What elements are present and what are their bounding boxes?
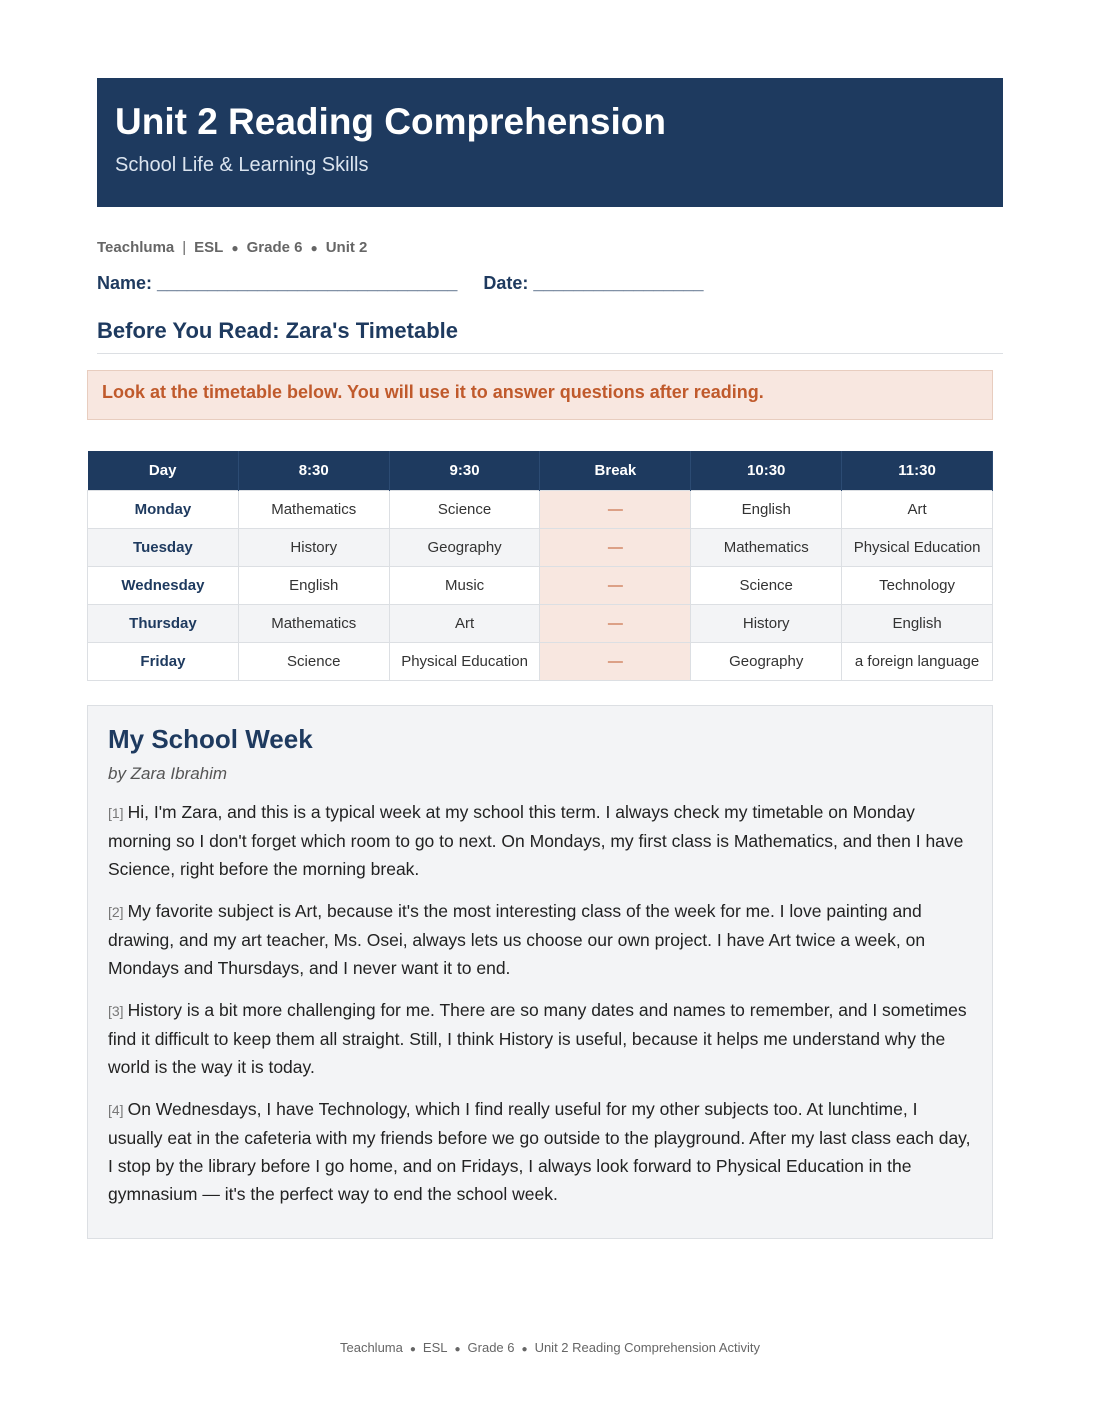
subject-cell: History [238,529,389,567]
paragraph-text: History is a bit more challenging for me. There are so many dates and names to remember, and I sometimes find it difficult to keep them all straight. Still, I think History is useful, because it helps me understand why the world is the way it is today. [108,1000,967,1077]
col-header-day: Day [88,451,239,491]
col-header-930: 9:30 [389,451,540,491]
subject-cell: Mathematics [691,529,842,567]
date-field[interactable]: Date: _________________ [483,273,704,293]
break-cell: — [540,529,691,567]
subject-cell: Technology [842,567,993,605]
paragraph-number: [3] [108,1003,124,1019]
subject-cell: a foreign language [842,643,993,681]
subject-cell: History [691,605,842,643]
break-cell: — [540,643,691,681]
table-row [88,643,993,681]
name-field[interactable]: Name: ______________________________ [97,273,458,293]
paragraph [108,996,972,1081]
page-subtitle: School Life & Learning Skills [115,154,369,176]
col-header-1030: 10:30 [691,451,842,491]
col-header-1130: 11:30 [842,451,993,491]
footer-publisher: Teachluma [339,1340,403,1355]
subject-cell: Science [389,491,540,529]
subject-cell: Geography [691,643,842,681]
subject-cell: Art [389,605,540,643]
bullet-icon: ● [409,1344,416,1355]
bullet-icon: ● [454,1344,461,1355]
subject-cell: Mathematics [238,491,389,529]
meta-grade: Grade 6 [246,239,303,256]
subject-cell: Art [842,491,993,529]
subject-cell: Science [691,567,842,605]
paragraph [108,897,972,982]
subject-cell: Geography [389,529,540,567]
page-footer [0,1340,1100,1355]
paragraph [108,1095,972,1208]
paragraph-text: On Wednesdays, I have Technology, which I find really useful for my other subjects too. At lunchtime, I usually eat in the cafeteria with my friends before we go outside to the playground. After my last class each day, I stop by the library before I go home, and on Fridays, I always look forward to Physical Education in the gymnasium — it's the perfect way to end the school week. [108,1099,971,1204]
table-row [88,491,993,529]
footer-grade: Grade 6 [467,1340,515,1355]
student-fields [97,273,704,294]
paragraph-number: [1] [108,805,124,821]
section-heading: Before You Read: Zara's Timetable [97,318,1003,354]
title-banner [97,78,1003,207]
bullet-icon: ● [310,241,318,255]
page-title: Unit 2 Reading Comprehension [115,101,666,142]
meta-separator: | [182,239,187,256]
meta-unit: Unit 2 [325,239,368,256]
break-cell: — [540,605,691,643]
col-header-break: Break [540,451,691,491]
paragraph-number: [2] [108,904,124,920]
subject-cell: Mathematics [238,605,389,643]
paragraph [108,798,972,883]
footer-subject: ESL [422,1340,448,1355]
timetable-header-row [88,451,993,491]
day-cell: Tuesday [88,529,239,567]
footer-activity: Unit 2 Reading Comprehension Activity [534,1340,761,1355]
subject-cell: English [691,491,842,529]
day-cell: Wednesday [88,567,239,605]
reading-passage [87,705,993,1239]
table-row [88,529,993,567]
passage-title: My School Week [108,724,313,754]
meta-subject: ESL [194,239,224,256]
subject-cell: English [238,567,389,605]
bullet-icon: ● [521,1344,528,1355]
instruction-note: Look at the timetable below. You will use it to answer questions after reading. [87,370,993,420]
day-cell: Friday [88,643,239,681]
paragraph-text: Hi, I'm Zara, and this is a typical week at my school this term. I always check my timetable on Monday morning so I don't forget which room to go to next. On Mondays, my first class is Mathematics, and then I have Science, right before the morning break. [108,802,964,879]
paragraph-text: My favorite subject is Art, because it's the most interesting class of the week for me. I love painting and drawing, and my art teacher, Ms. Osei, always lets us choose our own project. I have Art twice a week, on Mondays and Thursdays, and I never want it to end. [108,901,926,978]
subject-cell: Physical Education [842,529,993,567]
break-cell: — [540,491,691,529]
subject-cell: Science [238,643,389,681]
timetable [87,451,993,681]
day-cell: Thursday [88,605,239,643]
col-header-830: 8:30 [238,451,389,491]
break-cell: — [540,567,691,605]
subject-cell: English [842,605,993,643]
subject-cell: Music [389,567,540,605]
paragraph-number: [4] [108,1102,124,1118]
table-row [88,605,993,643]
day-cell: Monday [88,491,239,529]
bullet-icon: ● [231,241,239,255]
passage-byline: by Zara Ibrahim [108,764,228,783]
worksheet-meta [97,239,367,256]
subject-cell: Physical Education [389,643,540,681]
meta-publisher: Teachluma [97,239,175,256]
table-row [88,567,993,605]
